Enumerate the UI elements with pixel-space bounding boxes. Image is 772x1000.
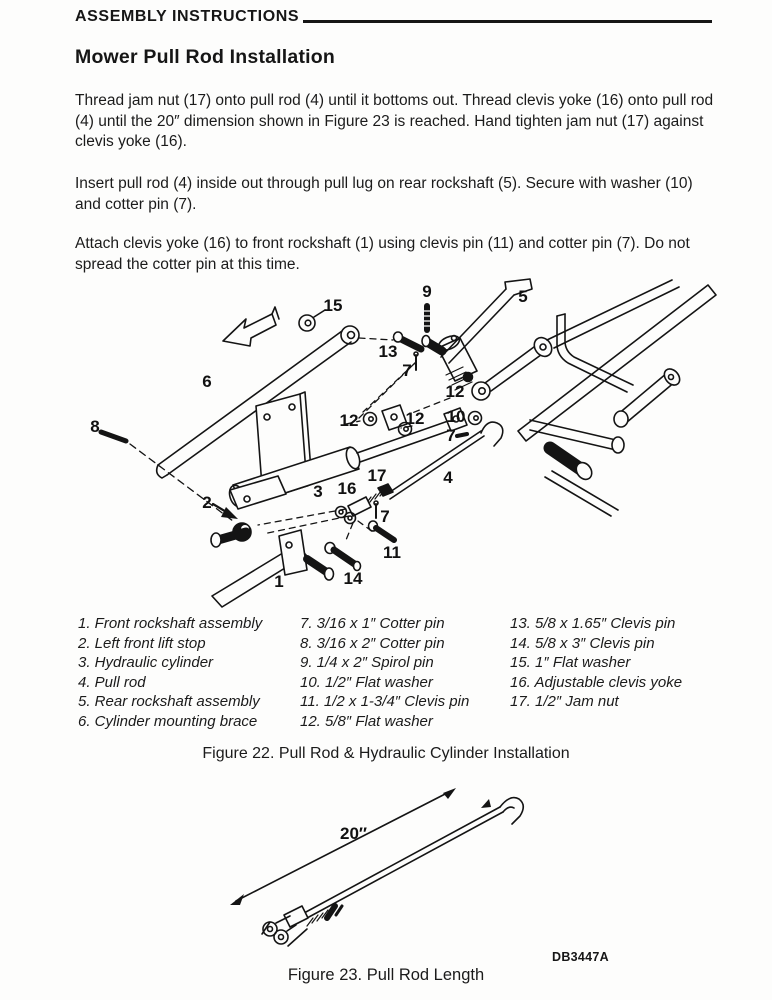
callout-12: 12 bbox=[405, 409, 425, 428]
callout-11: 11 bbox=[383, 543, 401, 562]
header-rule bbox=[303, 20, 712, 23]
callout-12: 12 bbox=[339, 411, 359, 430]
part-item: 13. 5/8 x 1.65″ Clevis pin bbox=[510, 615, 676, 632]
part-code: DB3447A bbox=[552, 950, 609, 964]
callout-2: 2 bbox=[202, 493, 212, 512]
parts-list bbox=[78, 614, 738, 731]
part-item: 16. Adjustable clevis yoke bbox=[510, 673, 683, 691]
figure23-caption: Figure 23. Pull Rod Length bbox=[287, 966, 485, 984]
paragraph-3: Attach clevis yoke (16) to front rockshaft (1) using clevis pin (11) and cotter pin (7). Do not spread the cotter pin at this time. bbox=[75, 235, 690, 273]
part-item: 10. 1/2″ Flat washer bbox=[300, 673, 433, 691]
part-item: 15. 1″ Flat washer bbox=[510, 654, 631, 671]
callout-12: 12 bbox=[445, 382, 465, 401]
callout-15: 15 bbox=[323, 296, 343, 315]
callout-1: 1 bbox=[274, 572, 284, 591]
part-item: 9. 1/4 x 2″ Spirol pin bbox=[300, 654, 434, 671]
callout-7: 7 bbox=[446, 426, 456, 445]
part-item: 1. Front rockshaft assembly bbox=[78, 615, 263, 632]
direction-arrow bbox=[223, 314, 276, 346]
figure22-caption: Figure 22. Pull Rod & Hydraulic Cylinder Installation bbox=[202, 745, 570, 762]
callout-6: 6 bbox=[202, 372, 212, 391]
callout-8: 8 bbox=[90, 417, 100, 436]
callout-4: 4 bbox=[443, 468, 453, 487]
page-title: Mower Pull Rod Installation bbox=[75, 46, 335, 68]
callout-9: 9 bbox=[422, 282, 432, 301]
callout-10: 10 bbox=[446, 407, 466, 426]
part-item: 2. Left front lift stop bbox=[78, 634, 206, 652]
callout-13: 13 bbox=[378, 342, 398, 361]
part-item: 11. 1/2 x 1-3/4″ Clevis pin bbox=[300, 693, 470, 710]
callout-5: 5 bbox=[518, 287, 528, 306]
callout-17: 17 bbox=[367, 466, 387, 485]
callout-3: 3 bbox=[313, 482, 323, 501]
part-item: 14. 5/8 x 3″ Clevis pin bbox=[510, 634, 655, 652]
page-header: ASSEMBLY INSTRUCTIONS bbox=[75, 8, 300, 25]
part-item: 12. 5/8″ Flat washer bbox=[300, 712, 433, 730]
callout-16: 16 bbox=[337, 479, 357, 498]
parts-column-3 bbox=[510, 614, 730, 731]
part-item: 8. 3/16 x 2″ Cotter pin bbox=[300, 634, 445, 652]
dimension-label: 20″ bbox=[340, 824, 368, 843]
paragraph-1: Thread jam nut (17) onto pull rod (4) until it bottoms out. Thread clevis yoke (16) onto pull rod (4) until the 20″ dimension shown in Figure 23 is reached. Hand tighten jam nut (17) against clevis yoke (16). bbox=[75, 92, 714, 150]
part-item: 17. 1/2″ Jam nut bbox=[510, 693, 619, 710]
figure23-drawing bbox=[200, 782, 660, 957]
parts-column-2 bbox=[300, 614, 510, 731]
callout-14: 14 bbox=[343, 569, 363, 588]
callout-7: 7 bbox=[402, 361, 412, 380]
part-item: 3. Hydraulic cylinder bbox=[78, 654, 214, 671]
parts-column-1 bbox=[78, 614, 300, 731]
callout-7: 7 bbox=[380, 507, 390, 526]
part-item: 4. Pull rod bbox=[78, 673, 146, 691]
paragraph-2: Insert pull rod (4) inside out through pull lug on rear rockshaft (5). Secure with washer (10) and cotter pin (7). bbox=[75, 175, 693, 213]
part-item: 6. Cylinder mounting brace bbox=[78, 712, 258, 730]
figure22-drawing bbox=[60, 278, 772, 608]
dimension-line bbox=[236, 791, 451, 901]
part-item: 5. Rear rockshaft assembly bbox=[78, 693, 260, 710]
part-item: 7. 3/16 x 1″ Cotter pin bbox=[300, 615, 445, 632]
